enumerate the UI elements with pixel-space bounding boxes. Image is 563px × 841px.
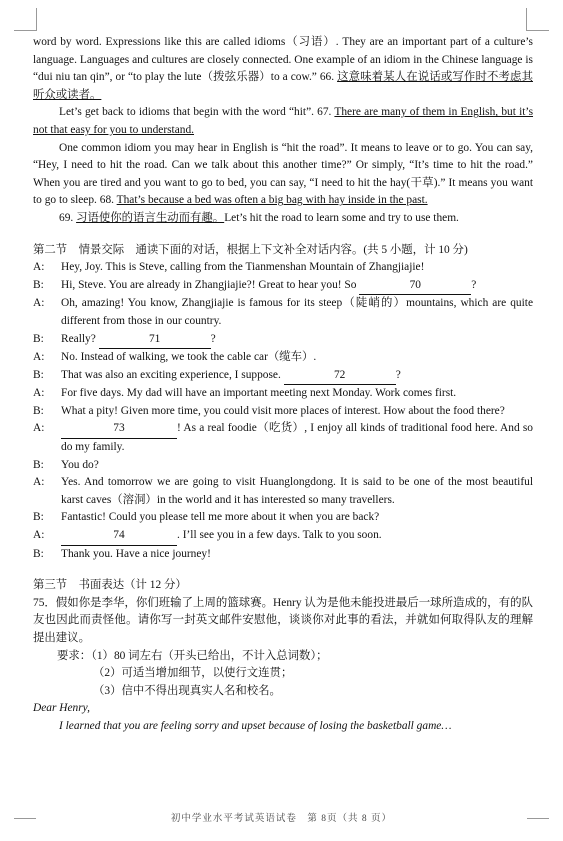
letter-opening: I learned that you are feeling sorry and upset because of losing the basketball game… — [59, 719, 452, 732]
section-3-title: 第三节 书面表达（计 12 分） — [33, 579, 187, 592]
requirement-1: 要求：（1）80 词左右（开头已给出，不计入总词数）； — [57, 649, 328, 662]
answer-69: 习语使你的语言生动而有趣。 — [76, 211, 225, 224]
crop-mark-top-left — [14, 8, 37, 31]
dialogue-line: B: Fantastic! Could you please tell me more about it when you are back? — [33, 511, 380, 524]
para4-text: Let’s hit the road to learn some and try to use them. — [224, 211, 459, 224]
answer-68: That’s because a bed was often a big bag with hay inside in the past. — [116, 194, 428, 207]
paragraph-69 — [33, 210, 533, 228]
dialogue-line: B: You do? — [33, 458, 99, 471]
dialogue — [33, 259, 533, 563]
answer-67: There are many of them in English, but it’s not that easy for you to understand. — [33, 106, 534, 136]
dialogue-line: B: Really? 71 ? — [33, 331, 533, 350]
blank-70[interactable]: 70 — [359, 277, 471, 296]
dialogue-line: B: What a pity! Given more time, you could visit more places of interest. How about the food there? — [33, 404, 505, 417]
crop-mark-top-right — [526, 8, 549, 31]
requirement-3: （3）信中不得出现真实人名和校名。 — [93, 684, 281, 697]
paragraph-hit-the-road — [33, 140, 533, 210]
para1-text: word by word. Expressions like this are called idioms（习语）. They are an important part of a culture’s language. Languages and cultures are closely connected. One example of an idiom in the Chinese language is “dui niu tan qin”, or “to play the lute（拨弦乐器）to a cow.” 66. — [33, 36, 533, 84]
dialogue-line: B: Hi, Steve. You are already in Zhangjiajie?! Great to hear you! So 70 ? — [33, 277, 533, 296]
blank-73[interactable]: 73 — [61, 420, 177, 439]
requirement-2: （2）可适当增加细节，以使行文连贯； — [93, 667, 293, 680]
blank-72[interactable]: 72 — [284, 367, 396, 386]
blank-71[interactable]: 71 — [99, 331, 211, 350]
page-footer: 初中学业水平考试英语试卷 第 8页（共 8 页） — [170, 814, 393, 824]
writing-prompt: 75．假如你是李华，你们班输了上周的篮球赛。Henry 认为是他未能投进最后一球所造成的，有的队友也因此而责怪他。请你写一封英文邮件安慰他，谈谈你对此事的看法，并就如何取得队友的理解提出建议。 — [33, 596, 533, 644]
exam-page — [33, 34, 533, 736]
dialogue-line: A: 73 ! As a real foodie（吃货）, I enjoy all kinds of traditional food here. And so do my family. — [33, 422, 533, 454]
answer-66: 这意味着某人在说话或写作时不考虑其听众或读者。 — [33, 71, 533, 101]
dialogue-line: A: Oh, amazing! You know, Zhangjiajie is famous for its steep（陡峭的）mountains, which are quite different from those in our country. — [33, 297, 533, 327]
para2-text: Let’s get back to idioms that begin with the word “hit”. 67. — [59, 106, 335, 119]
dialogue-line: A: For five days. My dad will have an important meeting next Monday. Work comes first. — [33, 387, 457, 400]
dialogue-line: A: Yes. And tomorrow we are going to visit Huanglongdong. It is said to be one of the most beautiful karst caves（溶洞）in the world and it has interested so many travellers. — [33, 476, 533, 506]
dialogue-line: A: No. Instead of walking, we took the cable car（缆车）. — [33, 351, 317, 364]
dialogue-line: A: 74 . I’ll see you in a few days. Talk to you soon. — [33, 527, 533, 546]
dialogue-line: B: Thank you. Have a nice journey! — [33, 547, 211, 560]
blank-74[interactable]: 74 — [61, 527, 177, 546]
letter-salutation: Dear Henry, — [33, 702, 90, 715]
section-2-title: 第二节 情景交际 通读下面的对话，根据上下文补全对话内容。(共 5 小题，计 10 分) — [33, 243, 468, 256]
para3-text: One common idiom you may hear in English is “hit the road”. It means to leave or to go. You can say, “Hey, I need to hit the road. Can we talk about this another time?” Or simply, “It’s time to hit the road.” When you are tired and you want to go to bed, you can say, “I need to hit the hay(干草).” It means you want to go to sleep. 68. — [33, 141, 533, 207]
para4-num: 69. — [59, 211, 77, 224]
dialogue-line: A: Hey, Joy. This is Steve, calling from the Tianmenshan Mountain of Zhangjiajie! — [33, 261, 425, 274]
dialogue-line: B: That was also an exciting experience, I suppose. 72 ? — [33, 367, 533, 386]
paragraph-hit-idioms — [33, 104, 533, 139]
paragraph-idioms-intro — [33, 34, 533, 104]
